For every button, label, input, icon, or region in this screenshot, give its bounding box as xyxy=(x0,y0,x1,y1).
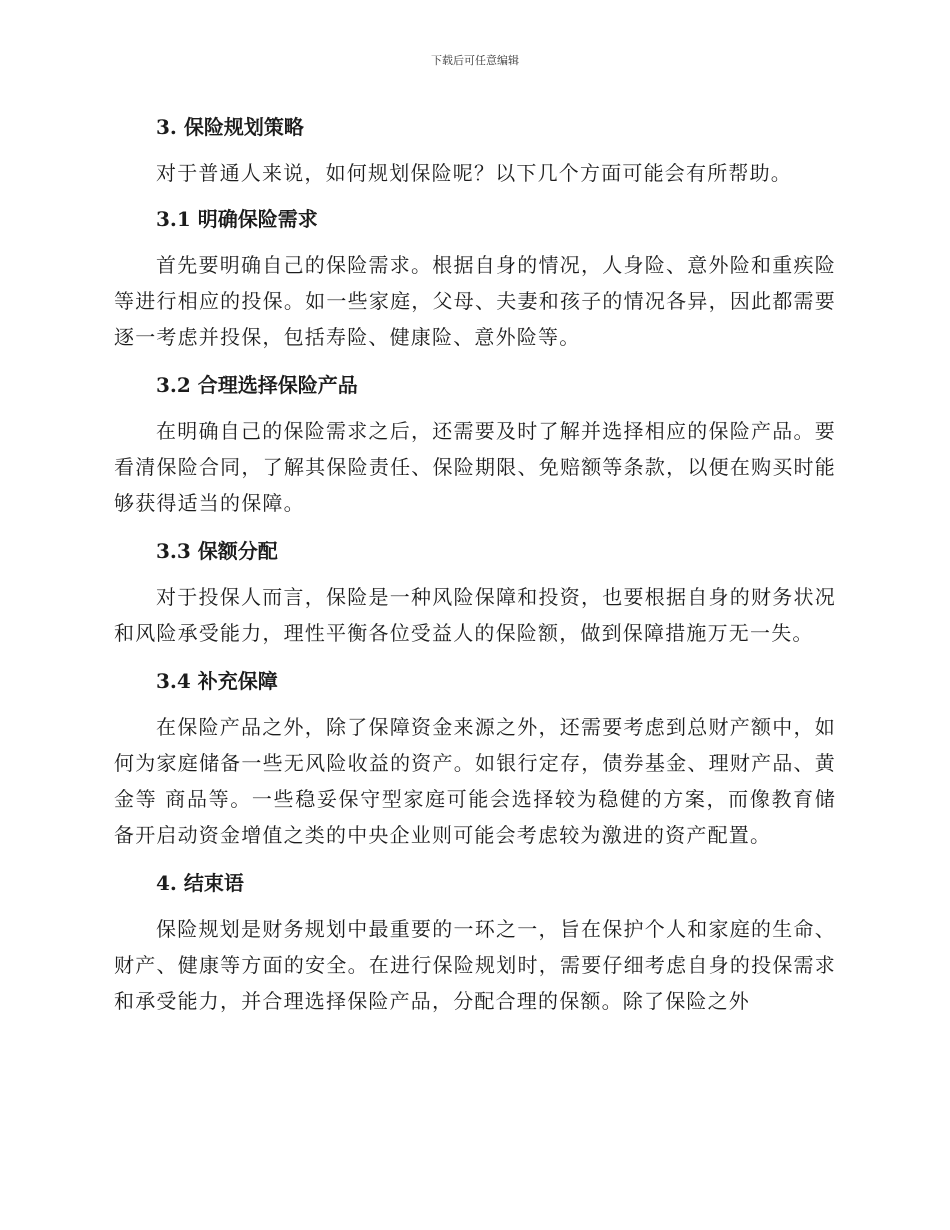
section-3-3-body: 对于投保人而言，保险是一种风险保障和投资，也要根据自身的财务状况和风险承受能力，理性平衡各位受益人的保险额，做到保障措施万无一失。 xyxy=(114,585,836,645)
section-heading-4: 4. 结束语 xyxy=(156,871,244,895)
section-heading-3-1: 3.1 明确保险需求 xyxy=(156,207,318,231)
section-3-4-body: 在保险产品之外，除了保障资金来源之外，还需要考虑到总财产额中，如何为家庭储备一些无风险收益的资产。如银行定存，债券基金、理财产品、黄金等 商品等。一些稳妥保守型家庭可能会选择较为稳健的方案，而像教育储备开启动资金增值之类的中央企业则可能会考虑较为激进的资产配置。 xyxy=(114,715,836,847)
section-3-1-body: 首先要明确自己的保险需求。根据自身的情况，人身险、意外险和重疾险等进行相应的投保。如一些家庭，父母、夫妻和孩子的情况各异，因此都需要逐一考虑并投保，包括寿险、健康险、意外险等。 xyxy=(114,253,836,349)
section-3-intro: 对于普通人来说，如何规划保险呢？以下几个方面可能会有所帮助。 xyxy=(156,161,792,185)
section-3-2-body: 在明确自己的保险需求之后，还需要及时了解并选择相应的保险产品。要看清保险合同，了解其保险责任、保险期限、免赔额等条款，以便在购买时能够获得适当的保障。 xyxy=(114,419,836,515)
section-heading-3: 3. 保险规划策略 xyxy=(156,115,304,139)
section-heading-3-2: 3.2 合理选择保险产品 xyxy=(156,373,358,397)
section-heading-3-3: 3.3 保额分配 xyxy=(156,539,278,563)
section-heading-3-4: 3.4 补充保障 xyxy=(156,669,278,693)
document-body xyxy=(114,108,836,1019)
page-header: 下载后可任意编辑 xyxy=(431,54,519,67)
section-4-body: 保险规划是财务规划中最重要的一环之一，旨在保护个人和家庭的生命、财产、健康等方面的安全。在进行保险规划时，需要仔细考虑自身的投保需求和承受能力，并合理选择保险产品，分配合理的保额。除了保险之外 xyxy=(114,917,836,1013)
